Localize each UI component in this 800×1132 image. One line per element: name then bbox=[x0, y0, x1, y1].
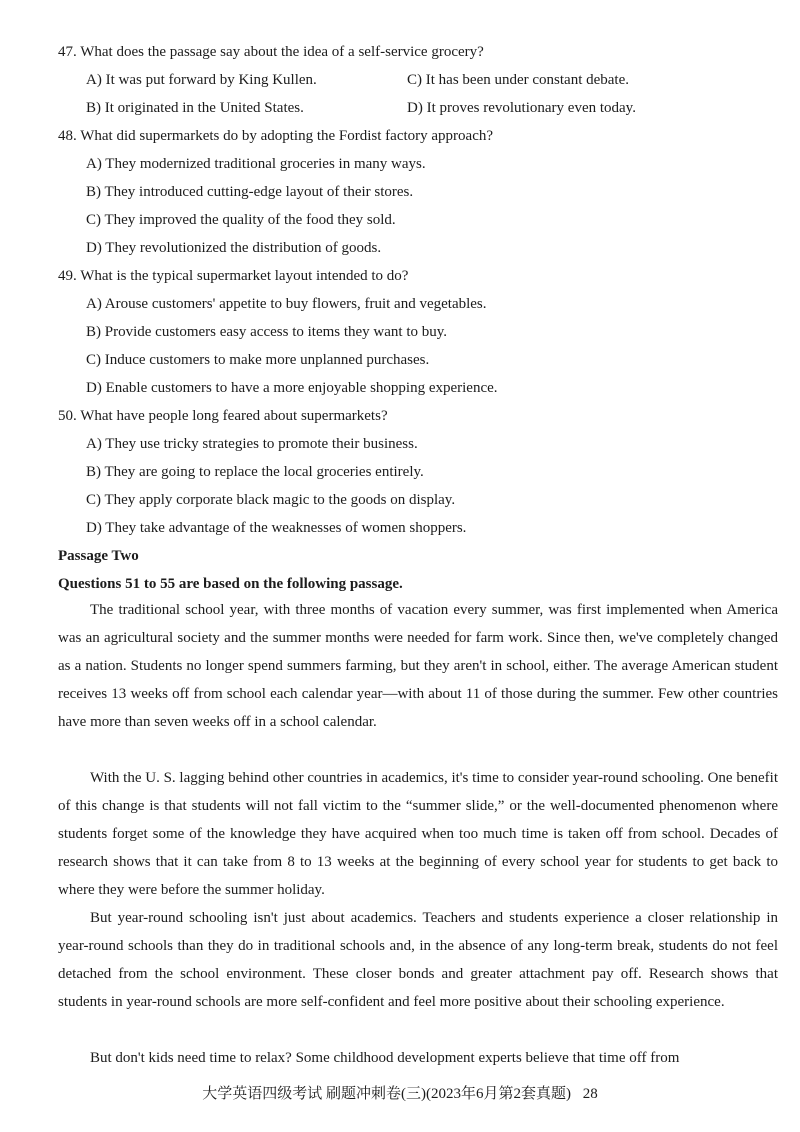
question-48-option-d: D) They revolutionized the distribution of goods. bbox=[86, 240, 382, 256]
question-49-option-c: C) Induce customers to make more unplanned purchases. bbox=[86, 352, 430, 368]
question-47-option-b: B) It originated in the United States. bbox=[86, 100, 304, 116]
question-47-option-a: A) It was put forward by King Kullen. bbox=[86, 72, 317, 88]
question-50-option-d: D) They take advantage of the weaknesses of women shoppers. bbox=[86, 520, 467, 536]
question-50-option-b: B) They are going to replace the local groceries entirely. bbox=[86, 464, 424, 480]
question-48-option-c: C) They improved the quality of the food they sold. bbox=[86, 212, 396, 228]
question-48-stem: 48. What did supermarkets do by adopting the Fordist factory approach? bbox=[58, 128, 494, 144]
question-48-option-a: A) They modernized traditional groceries in many ways. bbox=[86, 156, 426, 172]
question-49-option-a: A) Arouse customers' appetite to buy flowers, fruit and vegetables. bbox=[86, 296, 487, 312]
passage-paragraph-2: With the U. S. lagging behind other countries in academics, it's time to consider year-round schooling. One benefit of this change is that students will not fall victim to the “summer slide,” or the well-documented phenomenon where students forget some of the knowledge they have acquired when too much time is taken off from school. Decades of research shows that it can take from 8 to 13 weeks at the beginning of every school year for students to get back to where they were before the summer holiday. bbox=[58, 770, 778, 898]
question-47-option-c: C) It has been under constant debate. bbox=[407, 72, 630, 88]
question-49-option-d: D) Enable customers to have a more enjoyable shopping experience. bbox=[86, 380, 498, 396]
footer-title: 大学英语四级考试 刷题冲刺卷(三)(2023年6月第2套真题) bbox=[202, 1086, 571, 1102]
question-49-option-b: B) Provide customers easy access to items they want to buy. bbox=[86, 324, 448, 340]
passage-paragraph-4: But don't kids need time to relax? Some childhood development experts believe that time off from bbox=[90, 1050, 680, 1066]
page-footer bbox=[0, 1084, 800, 1104]
question-49-stem: 49. What is the typical supermarket layout intended to do? bbox=[58, 268, 409, 284]
passage-title: Passage Two bbox=[58, 548, 139, 564]
passage-instruction: Questions 51 to 55 are based on the following passage. bbox=[58, 576, 403, 592]
question-50-option-c: C) They apply corporate black magic to the goods on display. bbox=[86, 492, 456, 508]
question-50-stem: 50. What have people long feared about supermarkets? bbox=[58, 408, 388, 424]
question-47-stem: 47. What does the passage say about the idea of a self-service grocery? bbox=[58, 44, 484, 60]
question-48-option-b: B) They introduced cutting-edge layout of their stores. bbox=[86, 184, 414, 200]
question-47-option-d: D) It proves revolutionary even today. bbox=[407, 100, 636, 116]
passage-paragraph-3: But year-round schooling isn't just about academics. Teachers and students experience a closer relationship in year-round schools than they do in traditional schools and, in the absence of any long-term break, students do not feel detached from the school environment. These closer bonds and greater attachment pay off. Research shows that students in year-round schools are more self-confident and feel more positive about their schooling experience. bbox=[58, 910, 778, 1010]
page-number: 28 bbox=[582, 1086, 598, 1102]
question-50-option-a: A) They use tricky strategies to promote their business. bbox=[86, 436, 418, 452]
passage-paragraph-1: The traditional school year, with three months of vacation every summer, was first implemented when America was an agricultural society and the summer months were needed for farm work. Since then, we've completely changed as a nation. Students no longer spend summers farming, but they aren't in school, either. The average American student receives 13 weeks off from school each calendar year—with about 11 of those during the summer. Few other countries have more than seven weeks off in a school calendar. bbox=[58, 602, 778, 730]
